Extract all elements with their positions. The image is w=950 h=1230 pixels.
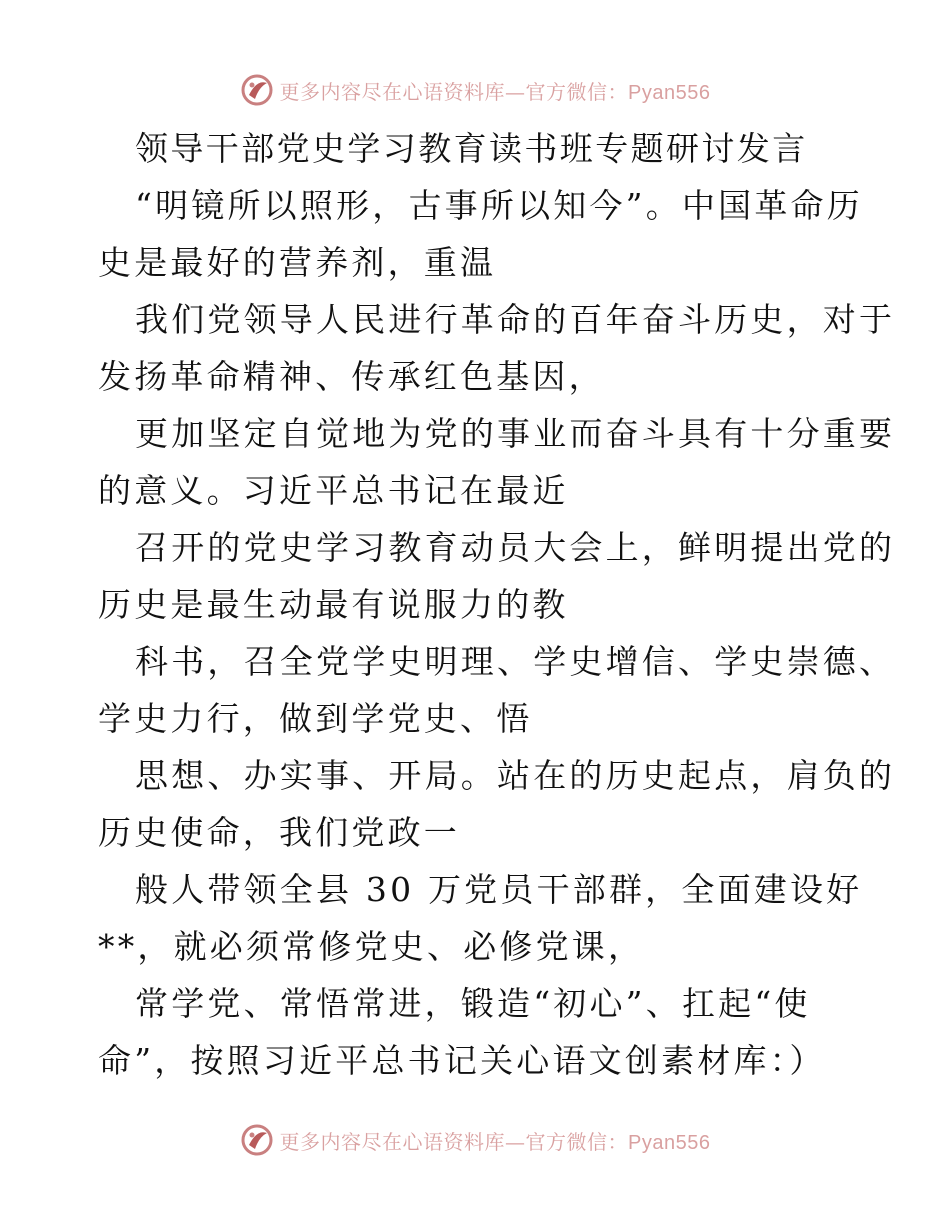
body-text-line: 历史是最生动最有说服力的教 bbox=[98, 585, 569, 624]
body-text-line: 发扬革命精神、传承红色基因， bbox=[98, 357, 605, 396]
body-text-line: 召开的党史学习教育动员大会上，鲜明提出党的 bbox=[135, 528, 896, 567]
document-body bbox=[98, 120, 896, 1089]
body-text-line: 思想、办实事、开局。站在的历史起点，肩负的 bbox=[135, 756, 896, 795]
watermark-text: 更多内容尽在心语资料库—官方微信：Pyan556 bbox=[279, 1129, 711, 1154]
body-text-line: 的意义。习近平总书记在最近 bbox=[98, 471, 569, 510]
body-text-line: **，就必须常修党史、必修党课， bbox=[98, 927, 645, 966]
body-text-line: 学史力行，做到学党史、悟 bbox=[98, 699, 533, 738]
header-watermark bbox=[0, 70, 950, 110]
brand-logo-icon bbox=[240, 73, 274, 107]
body-text-line: 科书，召全党学史明理、学史增信、学史崇德、 bbox=[135, 642, 896, 681]
body-text-line: 命”，按照习近平总书记关心语文创素材库：） bbox=[98, 1041, 826, 1080]
body-text-line: 史是最好的营养剂，重温 bbox=[98, 243, 497, 282]
body-text-line: 更加坚定自觉地为党的事业而奋斗具有十分重要 bbox=[135, 414, 896, 453]
watermark-text: 更多内容尽在心语资料库—官方微信：Pyan556 bbox=[279, 79, 711, 104]
body-text-line: “明镜所以照形，古事所以知今”。中国革命历 bbox=[135, 186, 863, 225]
body-text-line: 般人带领全县 30 万党员干部群，全面建设好 bbox=[135, 870, 863, 909]
document-title: 领导干部党史学习教育读书班专题研讨发言 bbox=[135, 129, 808, 168]
body-text-line: 历史使命，我们党政一 bbox=[98, 813, 460, 852]
body-text-line: 常学党、常悟常进，锻造“初心”、扛起“使 bbox=[135, 984, 811, 1023]
footer-watermark bbox=[0, 1120, 950, 1160]
brand-logo-icon bbox=[240, 1123, 274, 1157]
body-text-line: 我们党领导人民进行革命的百年奋斗历史，对于 bbox=[135, 300, 896, 339]
